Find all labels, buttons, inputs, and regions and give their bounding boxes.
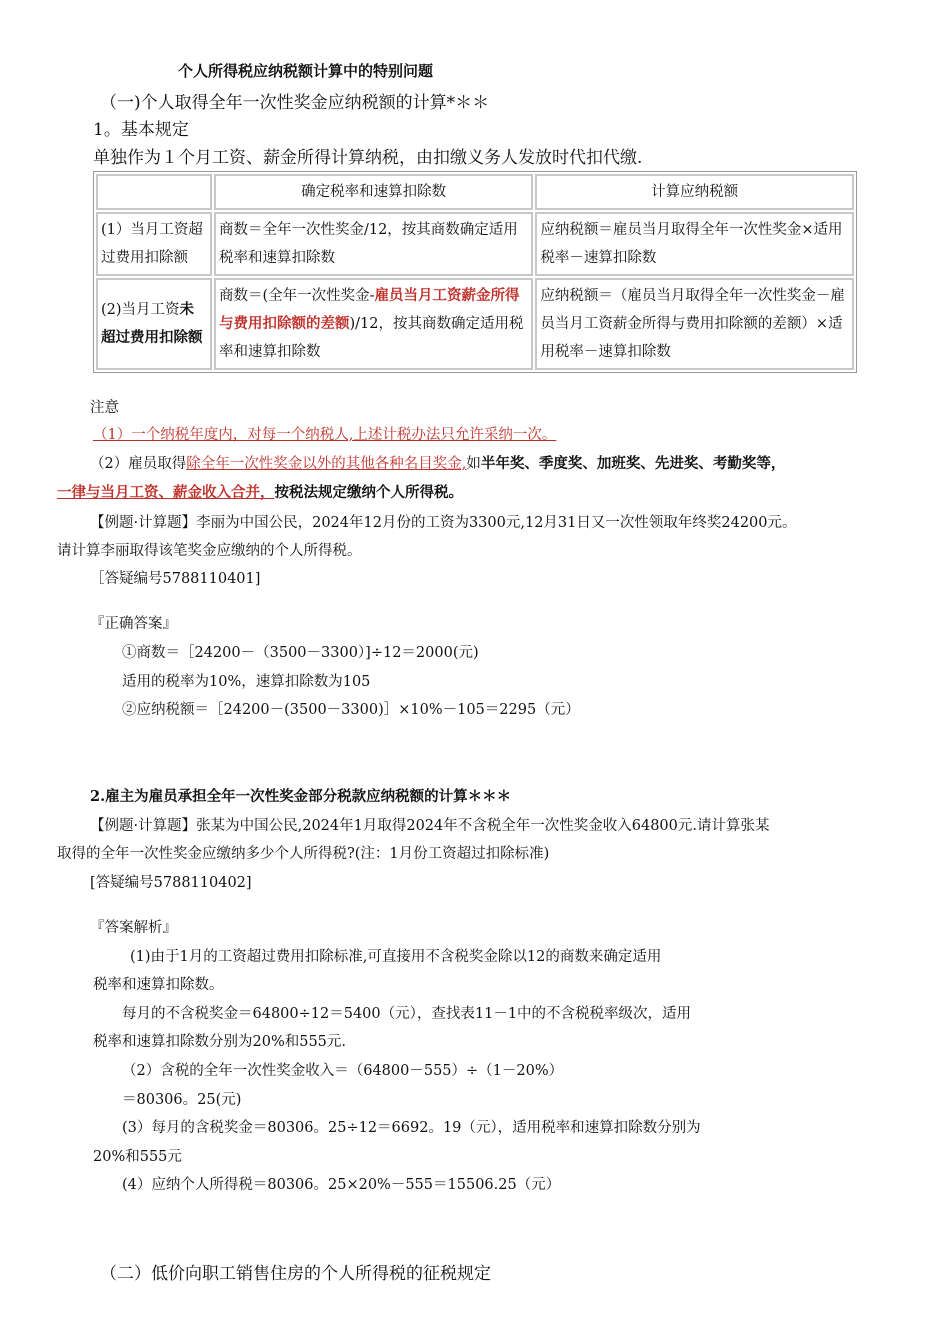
note-2-tail: 按税法规定缴纳个人所得税。 xyxy=(274,484,463,501)
example-1-answer-step: ①商数＝［24200－（3500－3300）]÷12＝2000(元) xyxy=(122,645,479,661)
rate-text-tail: )/12，按其商数确定适用税率和速算扣除数 xyxy=(218,316,524,360)
table-row xyxy=(96,278,854,370)
note-2-lead: （2）雇员取得 xyxy=(90,456,187,472)
solution-text: ＝80306。25(元) xyxy=(122,1092,242,1108)
note-2-bonus-list: 半年奖、季度奖、加班奖、先进奖、考勤奖等， xyxy=(480,455,786,472)
case-emphasis: 未超过费用扣除额 xyxy=(101,301,203,346)
section-3-heading: （二）低价向职工销售住房的个人所得税的征税规定 xyxy=(100,1264,491,1284)
table-cell-case: (1）当月工资超过费用扣除额 xyxy=(96,212,212,276)
note-label: 注意 xyxy=(90,400,119,416)
rate-emphasis: 雇员当月工资薪金所得与费用扣除额的差额 xyxy=(218,287,520,332)
example-1-line-1: 【例题·计算题】李丽为中国公民，2024年12月份的工资为3300元,12月31日又一次性领取年终奖24200元。 xyxy=(90,515,797,531)
example-1-code: ［答疑编号5788110401] xyxy=(90,571,261,587)
note-2-merge-rule: 一律与当月工资、薪金收入合并， xyxy=(57,484,275,501)
section-1-intro: 单独作为１个月工资、薪金所得计算纳税，由扣缴义务人发放时代扣代缴. xyxy=(93,148,643,168)
note-2-emphasis: 除全年一次性奖金以外的其他各种名目奖金, xyxy=(186,456,467,472)
solution-text: (4）应纳个人所得税＝80306。25×20%－555＝15506.25（元） xyxy=(122,1177,561,1193)
section-2-heading: 2.雇主为雇员承担全年一次性奖金部分税款应纳税额的计算＊＊＊ xyxy=(90,788,512,805)
tax-rules-table xyxy=(93,171,857,373)
table-header-cell: 确定税率和速算扣除数 xyxy=(214,174,533,210)
solution-text: (1)由于1月的工资超过费用扣除标准,可直接用不含税奖金除以12的商数来确定适用 xyxy=(130,949,662,965)
case-text: (2)当月工资 xyxy=(101,302,180,318)
note-2-continued xyxy=(57,481,463,502)
example-1-answer-step: ②应纳税额＝［24200－(3500－3300)］×10%－105＝2295（元） xyxy=(122,702,580,718)
solution-text: 税率和速算扣除数。 xyxy=(93,977,224,993)
note-2 xyxy=(90,452,785,473)
table-cell-tax: 应纳税额＝（雇员当月取得全年一次性奖金－雇员当月工资薪金所得与费用扣除额的差额）×适用税率－速算扣除数 xyxy=(535,278,854,370)
solution-text: (3）每月的含税奖金＝80306。25÷12＝6692。19（元），适用税率和速算扣除数分别为 xyxy=(122,1120,701,1136)
solution-text: 20%和555元 xyxy=(93,1149,182,1165)
table-cell-rate xyxy=(214,278,533,370)
page-title: 个人所得税应纳税额计算中的特别问题 xyxy=(178,62,434,80)
example-2-line-2: 取得的全年一次性奖金应缴纳多少个人所得税?(注：1月份工资超过扣除标准) xyxy=(57,846,550,862)
example-1-line-2: 请计算李丽取得该笔奖金应缴纳的个人所得税。 xyxy=(57,543,362,559)
solution-text: 税率和速算扣除数分别为20%和555元. xyxy=(93,1034,347,1050)
table-cell-rate: 商数＝全年一次性奖金/12，按其商数确定适用税率和速算扣除数 xyxy=(214,212,533,276)
note-1: （1）一个纳税年度内，对每一个纳税人,上述计税办法只允许采纳一次。 xyxy=(93,427,557,443)
rate-text: 商数＝(全年一次性奖金- xyxy=(218,288,375,304)
example-2-answer-label: 『答案解析』 xyxy=(90,920,177,936)
example-1-answer-label: 『正确答案』 xyxy=(90,616,177,632)
section-1-heading: （一)个人取得全年一次性奖金应纳税额的计算*＊＊ xyxy=(100,93,490,113)
example-2-line-1: 【例题·计算题】张某为中国公民,2024年1月取得2024年不含税全年一次性奖金收入64800元.请计算张某 xyxy=(90,818,770,834)
table-cell-case xyxy=(96,278,212,370)
note-2-as: 如 xyxy=(466,456,481,472)
solution-text: 每月的不含税奖金＝64800÷12＝5400（元），查找表11－1中的不含税税率级次，适用 xyxy=(122,1006,692,1022)
section-1-sub-heading: 1。基本规定 xyxy=(93,120,189,140)
table-cell-tax: 应纳税额＝雇员当月取得全年一次性奖金×适用税率－速算扣除数 xyxy=(535,212,854,276)
table-row xyxy=(96,212,854,276)
table-header-row xyxy=(96,174,854,210)
example-1-answer-step: 适用的税率为10%，速算扣除数为105 xyxy=(122,674,371,690)
table-header-cell: 计算应纳税额 xyxy=(535,174,854,210)
example-2-code: [答疑编号5788110402] xyxy=(90,875,252,891)
solution-text: （2）含税的全年一次性奖金收入＝（64800－555）÷（1－20%） xyxy=(122,1063,564,1079)
table-header-cell xyxy=(96,174,212,210)
